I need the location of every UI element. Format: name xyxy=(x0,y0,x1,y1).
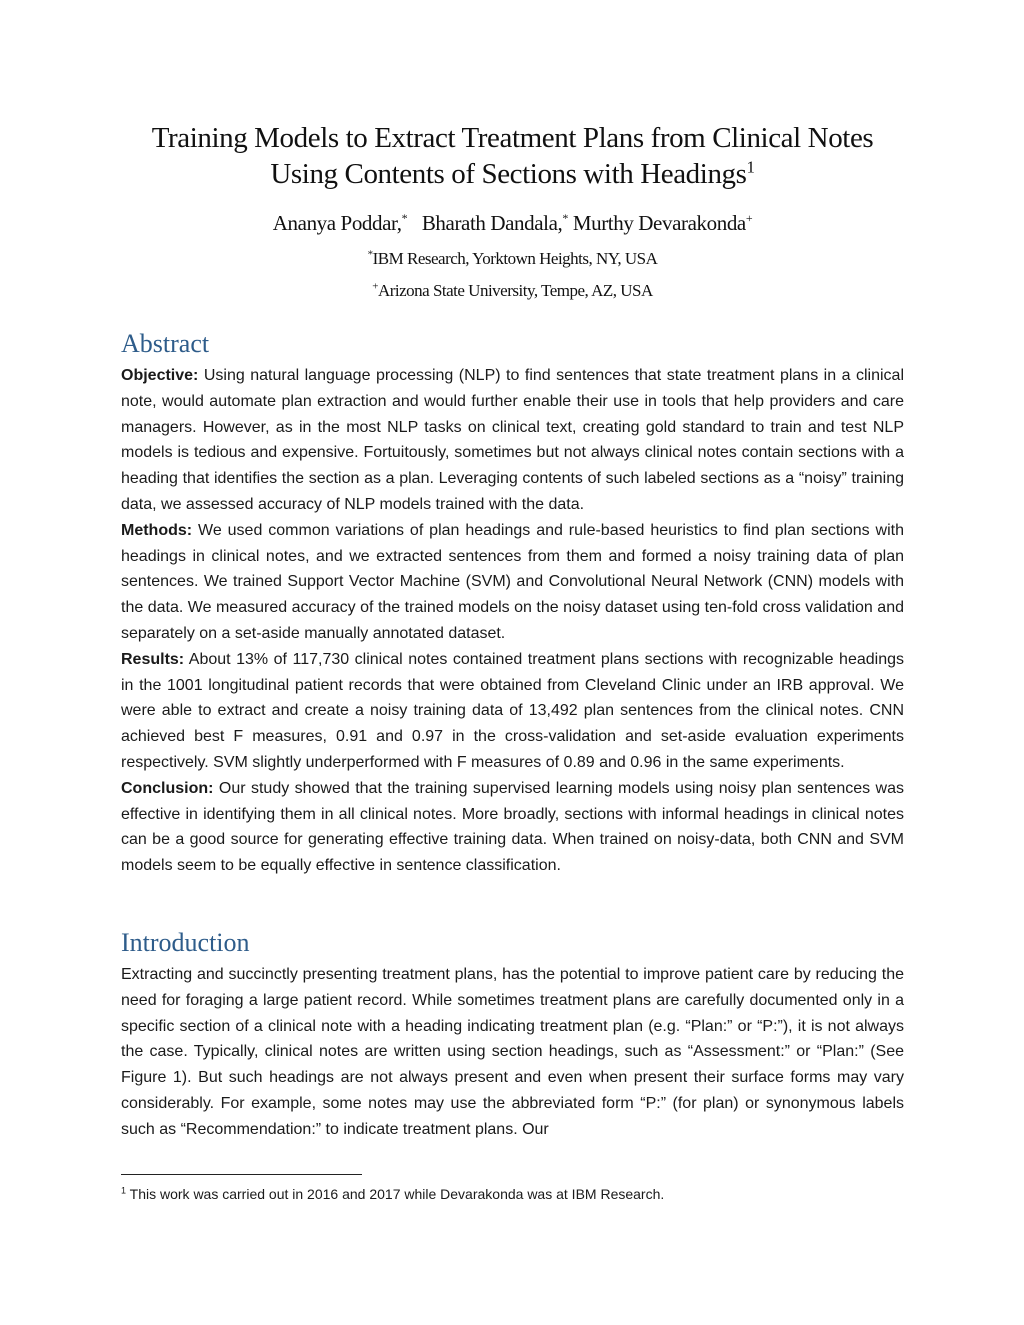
abstract-objective xyxy=(121,363,904,518)
introduction-heading: Introduction xyxy=(121,928,250,957)
affiliation-ibm xyxy=(121,248,904,270)
affiliation-text: Arizona State University, Tempe, AZ, USA xyxy=(377,281,653,300)
section-label: Conclusion: xyxy=(121,779,214,797)
abstract-methods xyxy=(121,518,904,647)
title-line-1: Training Models to Extract Treatment Plans from Clinical Notes xyxy=(151,122,874,154)
title-line-2-text: Using Contents of Sections with Headings xyxy=(270,158,747,190)
affiliation-asu xyxy=(121,280,904,302)
footnote-marker: 1 xyxy=(121,1185,127,1196)
affiliation-marker: + xyxy=(372,280,378,293)
section-text: About 13% of 117,730 clinical notes contained treatment plans sections with recognizable headings in the 1001 longitudinal patient records that were obtained from Cleveland Clinic under an IRB approval. We were able to extract and create a noisy training data of 13,492 plan sentences from the clinical notes. CNN achieved best F measures, 0.91 and 0.97 in the cross-validation and set-aside evaluation experiments respectively. SVM slightly underperformed with F measures of 0.89 and 0.96 in the same experiments. xyxy=(121,650,905,771)
introduction-paragraph: Extracting and succinctly presenting treatment plans, has the potential to improve patient care by reducing the need for foraging a large patient record. While sometimes treatment plans are carefully documented only in a specific section of a clinical note with a heading indicating treatment plan (e.g. “Plan:” or “P:”), it is not always the case. Typically, clinical notes are written using section headings, such as “Assessment:” or “Plan:” (See Figure 1). But such headings are not always present and even when present their surface forms may vary considerably. For example, some notes may use the abbreviated form “P:” (for plan) or synonymous labels such as “Recommendation:” to indicate treatment plans. Our xyxy=(121,966,904,1138)
author-marker: * xyxy=(401,211,408,225)
section-text: Our study showed that the training supervised learning models using noisy plan sentences was effective in identifying them in all clinical notes. More broadly, sections with informal headings in clinical notes can be a good source for generating effective training data. When trained on noisy-data, both CNN and SVM models seem to be equally effective in sentence classification. xyxy=(121,779,904,875)
author-name: Ananya Poddar, xyxy=(272,211,402,235)
footnote xyxy=(121,1184,904,1204)
footnote-divider xyxy=(121,1174,362,1175)
paper-title xyxy=(121,120,904,192)
footnote-text: This work was carried out in 2016 and 2017 while Devarakonda was at IBM Research. xyxy=(129,1186,665,1202)
author-list xyxy=(121,209,904,237)
abstract-conclusion xyxy=(121,776,904,879)
author-name: Murthy Devarakonda xyxy=(572,211,746,235)
section-text: Using natural language processing (NLP) to find sentences that state treatment plans in a clinical note, would automate plan extraction and would further enable their use in tools that help providers and care managers. However, as in the most NLP tasks on clinical text, creating gold standard to train and test NLP models is tedious and expensive. Fortuitously, sometimes but not always clinical notes contain sections with a heading that identifies the section as a plan. Leveraging contents of such labeled sections as a “noisy” training data, we assessed accuracy of NLP models trained with the data. xyxy=(121,367,904,513)
abstract-heading: Abstract xyxy=(121,329,210,358)
title-line-2 xyxy=(121,156,904,192)
title-footnote-marker: 1 xyxy=(746,157,755,177)
author-marker: + xyxy=(745,211,753,225)
author-marker: * xyxy=(562,211,568,225)
abstract-body xyxy=(121,363,904,879)
section-text: We used common variations of plan headings and rule-based heuristics to find plan sections with headings in clinical notes, and we extracted sentences from them and formed a noisy training data of plan sentences. We trained Support Vector Machine (SVM) and Convolutional Neural Network (CNN) models with the data. We measured accuracy of the trained models on the noisy dataset using ten-fold cross validation and separately on a set-aside manually annotated dataset. xyxy=(121,521,905,642)
section-label: Methods: xyxy=(121,521,193,539)
affiliation-marker: * xyxy=(367,248,373,261)
author-name: Bharath Dandala, xyxy=(421,211,563,235)
abstract-results xyxy=(121,647,904,776)
section-label: Objective: xyxy=(121,367,199,384)
affiliation-text: IBM Research, Yorktown Heights, NY, USA xyxy=(372,249,658,268)
introduction-body xyxy=(121,962,904,1143)
section-label: Results: xyxy=(121,650,185,668)
